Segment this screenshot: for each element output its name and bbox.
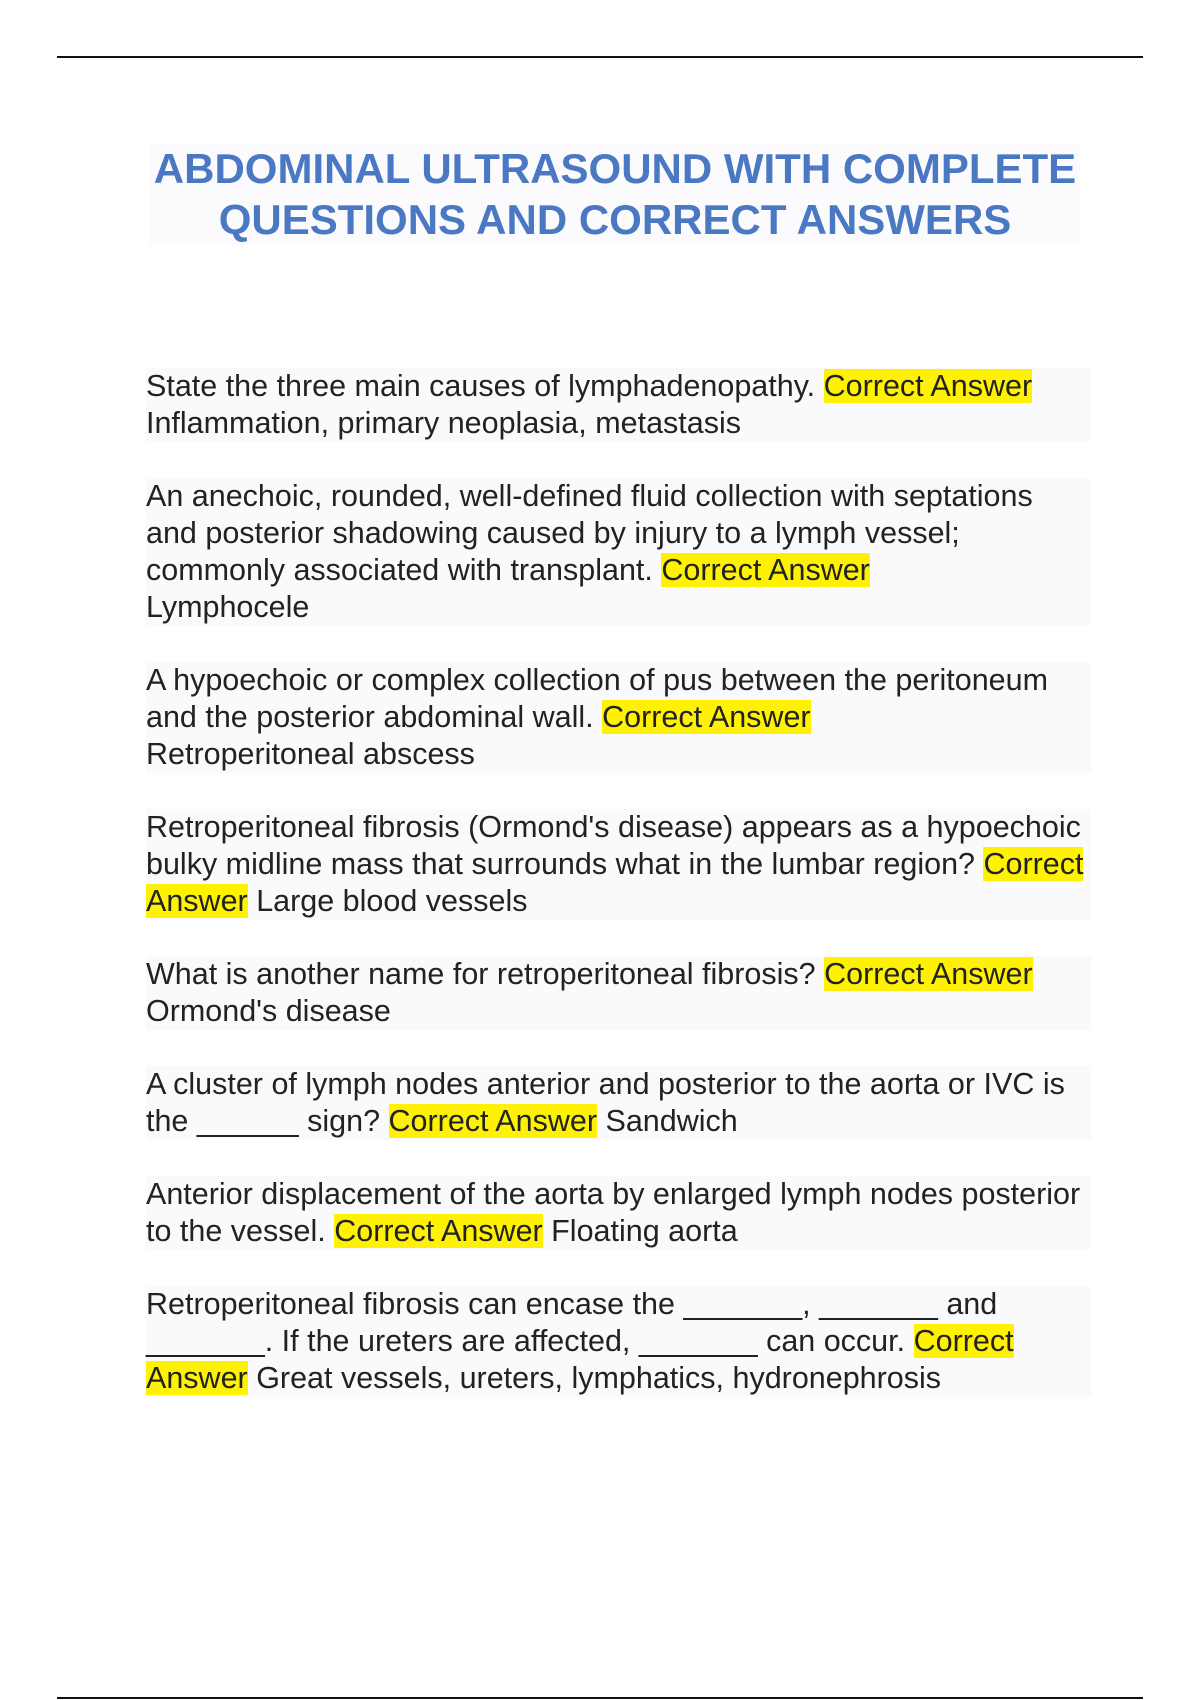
question-text: Retroperitoneal fibrosis can encase the _______, _______ and _______. If the ureters are affected, _______ can occur. [146,1287,998,1358]
question-text: A hypoechoic or complex collection of pus between the peritoneum and the posterior abdominal wall. [146,663,1048,734]
answer-text: Great vessels, ureters, lymphatics, hydronephrosis [256,1361,942,1395]
qa-item [146,1066,1091,1140]
question-text: A cluster of lymph nodes anterior and posterior to the aorta or IVC is the ______ sign? [146,1067,1065,1138]
answer-text: Retroperitoneal abscess [146,737,475,771]
answer-text: Sandwich [605,1104,738,1138]
document-title: ABDOMINAL ULTRASOUND WITH COMPLETE QUESTIONS AND CORRECT ANSWERS [150,143,1080,245]
question-text: What is another name for retroperitoneal fibrosis? [146,957,816,991]
question-text: State the three main causes of lymphadenopathy. [146,369,816,403]
answer-text: Inflammation, primary neoplasia, metastasis [146,406,741,440]
qa-list [146,368,1091,1433]
qa-item [146,809,1091,920]
question-text: An anechoic, rounded, well-defined fluid collection with septations and posterior shadowing caused by injury to a lymph vessel; commonly associated with transplant. [146,479,1033,587]
answer-text: Floating aorta [551,1214,738,1248]
qa-item [146,368,1091,442]
qa-item [146,1286,1091,1397]
correct-answer-label: Correct Answer [388,1104,598,1138]
correct-answer-label: Correct Answer [823,369,1033,403]
question-text: Anterior displacement of the aorta by enlarged lymph nodes posterior to the vessel. [146,1177,1081,1248]
correct-answer-label: Correct Answer [146,1324,1014,1395]
qa-item [146,478,1091,626]
answer-text: Large blood vessels [256,884,528,918]
qa-item [146,662,1091,773]
correct-answer-label: Correct Answer [146,847,1084,918]
correct-answer-label: Correct Answer [334,1214,543,1248]
correct-answer-label: Correct Answer [661,553,870,587]
answer-text: Ormond's disease [146,994,391,1028]
top-rule [57,56,1143,58]
answer-text: Lymphocele [146,590,310,624]
question-text: Retroperitoneal fibrosis (Ormond's disease) appears as a hypoechoic bulky midline mass that surrounds what in the lumbar region? [146,810,1081,881]
qa-item [146,1176,1091,1250]
bottom-rule [57,1697,1143,1699]
qa-item [146,956,1091,1030]
correct-answer-label: Correct Answer [824,957,1033,991]
correct-answer-label: Correct Answer [602,700,811,734]
